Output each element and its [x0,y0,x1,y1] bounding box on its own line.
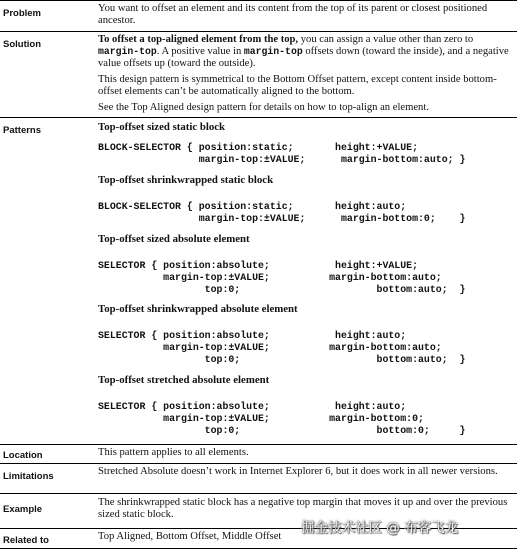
row-label-problem: Problem [3,8,42,19]
row-label-limitations: Limitations [3,471,54,482]
row-label-solution: Solution [3,39,41,50]
example-text: The shrinkwrapped static block has a negative top margin that moves it up and over the previous sized static block. [98,497,508,520]
pattern-heading: Top-offset shrinkwrapped static block [98,174,274,186]
inline-code: margin-top [98,46,157,57]
code-line: BLOCK-SELECTOR { position:static; height:auto; [98,201,407,212]
code-line: top:0; bottom:auto; } [98,283,466,295]
code-line: top:0; bottom:0; } [98,424,466,436]
table-rule [0,548,517,549]
code-line: SELECTOR { position:absolute; height:auto; [98,330,407,341]
pattern-heading: Top-offset stretched absolute element [98,374,270,386]
pattern-code [98,201,465,225]
solution-text-part: you can assign a value other than zero to [298,34,474,45]
pattern-heading: Top-offset sized absolute element [98,233,250,245]
row-label-patterns: Patterns [3,125,42,136]
limitations-text: Stretched Absolute doesn’t work in Internet Explorer 6, but it does work in all newer versions. [98,466,498,477]
solution-paragraph-1 [98,34,514,70]
pattern-code [98,401,465,436]
code-line: SELECTOR { position:absolute; height:+VALUE; [98,260,419,271]
related-text: Top Aligned, Bottom Offset, Middle Offset [98,531,282,542]
solution-paragraph-2: This design pattern is symmetrical to the Bottom Offset pattern, except content inside bottom-offset elements can’t be automatically aligned to the bottom. [98,74,497,97]
pattern-heading: Top-offset shrinkwrapped absolute element [98,303,298,315]
row-label-related: Related to [3,535,49,546]
problem-text: You want to offset an element and its content from the top of its parent or closest positioned ancestor. [98,3,488,26]
pattern-code [98,330,465,365]
code-line: top:0; bottom:auto; } [98,353,466,365]
watermark: 掘金技术社区 @ 布客飞龙 [301,520,459,536]
row-label-example: Example [3,504,43,515]
code-line: margin-top:±VALUE; margin-bottom:0; } [98,212,466,224]
table-rule [0,444,517,445]
solution-lead: To offset a top-aligned element from the top, [98,34,299,45]
code-line: margin-top:±VALUE; margin-bottom:auto; [98,341,442,353]
solution-paragraph-3: See the Top Aligned design pattern for details on how to top-align an element. [98,102,429,113]
code-line: SELECTOR { position:absolute; height:auto; [98,401,407,412]
code-line: BLOCK-SELECTOR { position:static; height:+VALUE; [98,142,419,153]
inline-code: margin-top [243,46,303,57]
code-line: margin-top:±VALUE; margin-bottom:0; [98,412,424,424]
code-line: margin-top:±VALUE; margin-bottom:auto; } [98,153,466,165]
pattern-heading: Top-offset sized static block [98,121,226,133]
pattern-code [98,142,465,166]
table-rule [0,31,517,32]
table-rule [0,493,517,494]
code-line: margin-top:±VALUE; margin-bottom:auto; [98,271,442,283]
solution-text-part: offsets down (toward the inside), and a negative value offsets up (toward the outside). [98,46,509,69]
solution-text-part: . A positive value in [156,46,244,57]
table-rule [0,463,517,464]
location-text: This pattern applies to all elements. [98,447,249,458]
table-rule [0,0,517,1]
pattern-code [98,260,465,295]
row-label-location: Location [3,450,43,461]
